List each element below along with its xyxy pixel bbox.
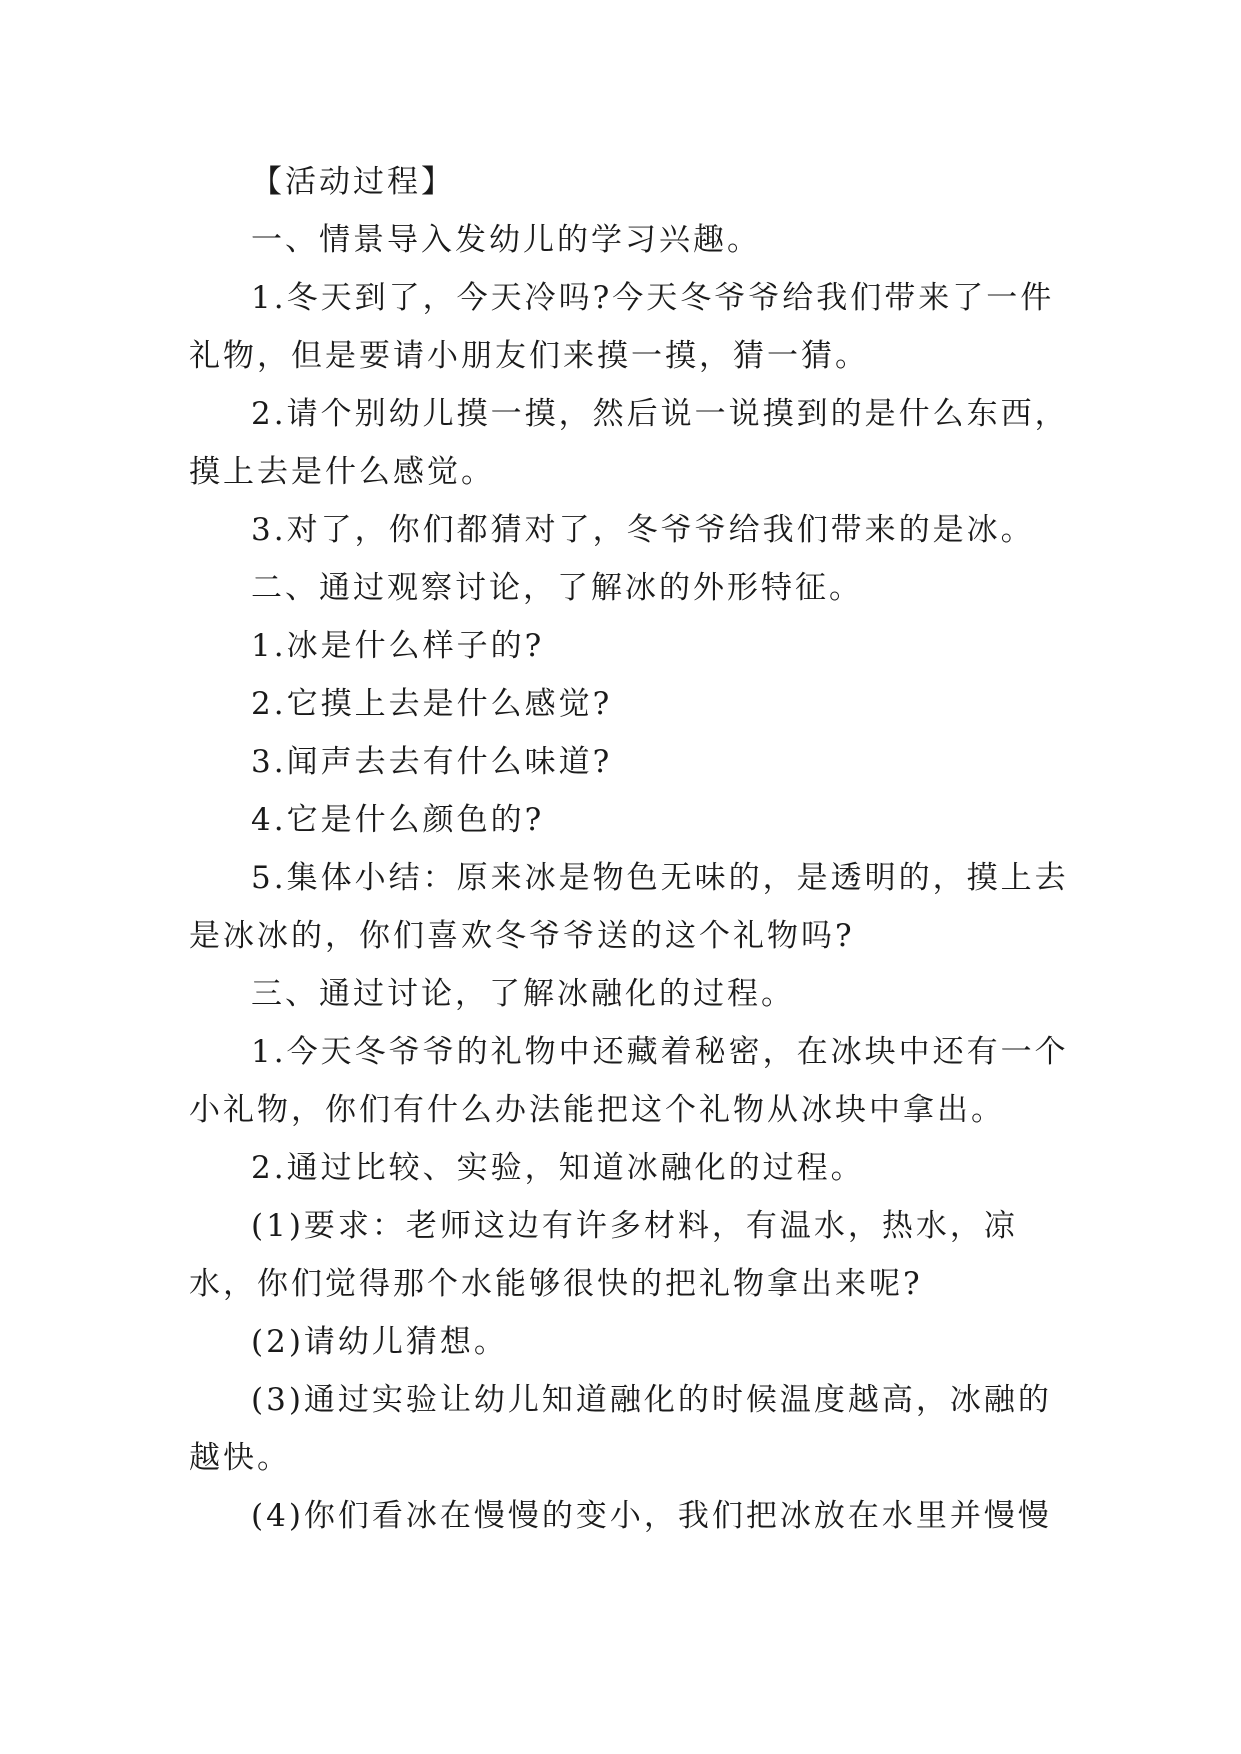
- section-heading-1: 一、情景导入发幼儿的学习兴趣。: [251, 222, 761, 258]
- section-heading-3: 三、通过讨论，了解冰融化的过程。: [251, 976, 795, 1012]
- document-body: [189, 153, 1069, 1545]
- paragraph: 5.集体小结：原来冰是物色无味的，是透明的，摸上去是冰冰的，你们喜欢冬爷爷送的这个礼物吗?: [189, 860, 1069, 954]
- paragraph: 1.冬天到了，今天冷吗?今天冬爷爷给我们带来了一件礼物，但是要请小朋友们来摸一摸，猜一猜。: [189, 280, 1055, 374]
- paragraph: 4.它是什么颜色的?: [251, 802, 545, 838]
- section-heading-2: 二、通过观察讨论，了解冰的外形特征。: [251, 570, 863, 606]
- paragraph: 2.它摸上去是什么感觉?: [251, 686, 613, 722]
- paragraph: (2)请幼儿猜想。: [251, 1324, 508, 1360]
- section-heading-activity-process: 【活动过程】: [251, 164, 455, 200]
- paragraph: 2.通过比较、实验，知道冰融化的过程。: [251, 1150, 865, 1186]
- paragraph: 2.请个别幼儿摸一摸，然后说一说摸到的是什么东西，摸上去是什么感觉。: [189, 396, 1069, 490]
- paragraph: 3.闻声去去有什么味道?: [251, 744, 613, 780]
- paragraph: (1)要求：老师这边有许多材料，有温水，热水，凉水，你们觉得那个水能够很快的把礼物拿出来呢?: [189, 1208, 1018, 1302]
- paragraph: (4)你们看冰在慢慢的变小，我们把冰放在水里并慢慢: [251, 1498, 1052, 1534]
- paragraph: 3.对了，你们都猜对了，冬爷爷给我们带来的是冰。: [251, 512, 1035, 548]
- paragraph: (3)通过实验让幼儿知道融化的时候温度越高，冰融的越快。: [189, 1382, 1052, 1476]
- paragraph: 1.今天冬爷爷的礼物中还藏着秘密，在冰块中还有一个小礼物，你们有什么办法能把这个礼物从冰块中拿出。: [189, 1034, 1069, 1128]
- paragraph: 1.冰是什么样子的?: [251, 628, 545, 664]
